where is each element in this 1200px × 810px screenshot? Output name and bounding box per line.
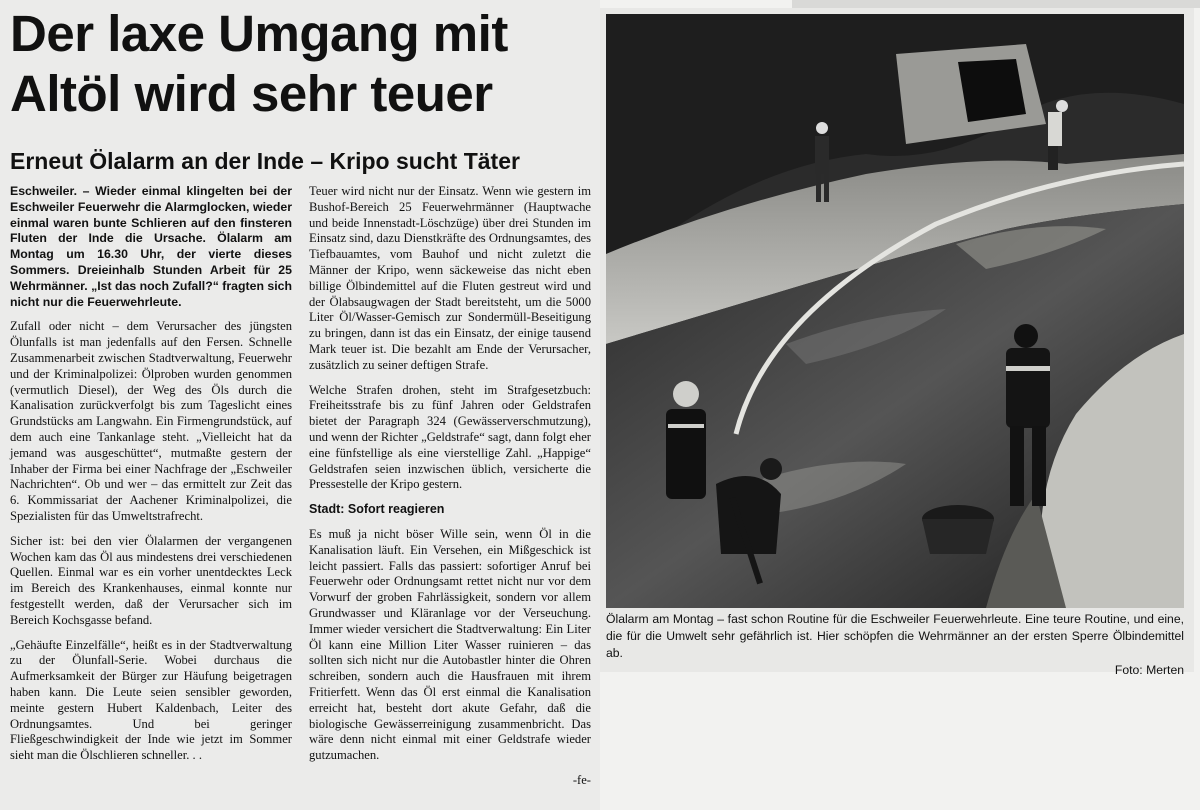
river-scene-image xyxy=(606,14,1184,608)
subheadline: Erneut Ölalarm an der Inde – Kripo sucht Täter xyxy=(10,148,520,174)
body-paragraph: Zufall oder nicht – dem Verursacher des jüngsten Ölunfalls ist man jedenfalls auf den Fersen. Schnelle Zusammenarbeit zwischen Stadtverwaltung, Feuerwehr und der Kriminalpolizei: Ölproben wurden genommen (vermutlich Diesel), der Weg des Öls durch die Kanalisation zurückverfolgt bis zum Tageslicht eines Grundstücks am Langwahn. Ein Firmengrundstück, auf dem auch eine Tankanlage steht. „Vielleicht hat da jemand was ausgeschüttet“, mutmaßte gestern der Inhaber der Firma bei einer Nachfrage der „Eschweiler Nachrichten“. Ob und wer – das ermittelt zur Zeit das 6. Kommissariat der Aachener Kriminalpolizei, die Spezialisten für das Umweltstrafrecht. xyxy=(10,319,292,523)
photo-caption xyxy=(606,611,1184,679)
culvert-opening xyxy=(958,59,1026,122)
body-paragraph: „Gehäufte Einzelfälle“, heißt es in der Stadtverwaltung zu der Ölunfall-Serie. Wobei durchaus die Aufmerksamkeit der Bürger zur Häufung beigetragen haben kann. Die Leute seien sensibler geworden, meinte gestern Hubert Kaldenbach, Leiter des Ordnungsamtes. Und bei geringer Fließgeschwindigkeit der Inde wie jetzt im Sommer sieht man die Ölschlieren schneller. . . xyxy=(10,637,292,763)
lead-paragraph: Eschweiler. – Wieder einmal klingelten bei der Eschweiler Feuerwehr die Alarmglocken, wieder einmal waren bunte Schlieren auf den finsteren Fluten der Inde die Ursache. Ölalarm am Montag um 16.30 Uhr, der vierte dieses Sommers. Dreieinhalb Stunden Arbeit für 25 Wehrmänner. „Ist das noch Zufall?“ fragten sich nicht nur die Feuerwehrleute. xyxy=(10,184,292,309)
bucket xyxy=(922,519,994,554)
news-photo xyxy=(606,14,1184,608)
body-paragraph: Es muß ja nicht böser Wille sein, wenn Öl in die Kanalisation läuft. Ein Versehen, ein Mißgeschick ist leicht passiert. Falls das passiert: sofortiger Anruf bei Feuerwehr oder Ordnungsamt rettet nicht nur vor dem Vorwurf der groben Fahrlässigkeit, sondern vor allem Grundwasser und Kläranlage vor der Verseuchung. Immer wieder versichert die Stadtverwaltung: Ein Liter Öl kann eine Million Liter Wasser ruinieren – das sollten sich nicht nur die Autobastler hinter die Ohren schreiben, sondern auch die Hausfrauen mit ihrem Fritierfett. Wenn das Öl erst einmal die Kanalisation erreicht hat, besteht dort akute Gefahr, daß die biologische Gewässerreinigung zusammenbricht. Das wäre denn nicht einmal mit einer Geldstrafe wieder gutzumachen. xyxy=(309,526,591,763)
background-strip xyxy=(792,0,1200,8)
headline: Der laxe Umgang mit Altöl wird sehr teuer xyxy=(10,5,508,122)
text-column-1 xyxy=(10,184,292,773)
body-paragraph: Welche Strafen drohen, steht im Strafgesetzbuch: Freiheitsstrafe bis zu fünf Jahren oder Geldstrafen bietet der Paragraph 324 (Gewässerverschmutzung), und wenn der Richter „Geldstrafe“ sagt, dann folgt eher eine fünfstellige als eine vierstellige Zahl. „Happige“ Geldstrafen seien inzwischen üblich, versicherte die Pressestelle der Kripo gestern. xyxy=(309,382,591,492)
photo-credit: Foto: Merten xyxy=(1114,663,1184,677)
body-paragraph: Sicher ist: bei den vier Ölalarmen der vergangenen Wochen kam das Öl aus mindestens drei verschiedenen Quellen. Einmal war es ein vorher unentdecktes Leck im Bereich des Krankenhauses, einmal konnte nur festgestellt werden, daß der Verursacher sich im Bereich Kochsgasse befand. xyxy=(10,533,292,627)
crosshead: Stadt: Sofort reagieren xyxy=(309,502,445,517)
caption-text: Ölalarm am Montag – fast schon Routine für die Eschweiler Feuerwehrleute. Eine teure Routine, und eine, die für die Umwelt sehr gefährlich ist. Hier schöpfen die Wehrmänner an der ersten Sperre Ölbindemittel ab. xyxy=(606,612,1184,660)
author-signature: -fe- xyxy=(572,772,591,787)
body-paragraph: Teuer wird nicht nur der Einsatz. Wenn wie gestern im Bushof-Bereich 25 Feuerwehrmänner (Hauptwache und beide Innenstadt-Löschzüge) über drei Stunden im Einsatz sind, dazu Dienstkräfte des Ordnungsamtes, des Tiefbauamtes, vom Bauhof und nicht zuletzt die Männer der Kripo, wenn säckeweise das nicht eben billige Ölbindemittel auf die Fluten gestreut wird und der Ölabsaugwagen der Stadt bereitsteht, um die 5000 Liter Öl/Wasser-Gemisch zur Sondermüll-Beseitigung zu bringen, dann ist das ein Einsatz, der einige tausend Mark teuer ist. Die bezahlt am Ende der Verursacher, zusätzlich zu seiner deftigen Strafe. xyxy=(309,184,591,372)
text-column-2 xyxy=(309,184,591,798)
